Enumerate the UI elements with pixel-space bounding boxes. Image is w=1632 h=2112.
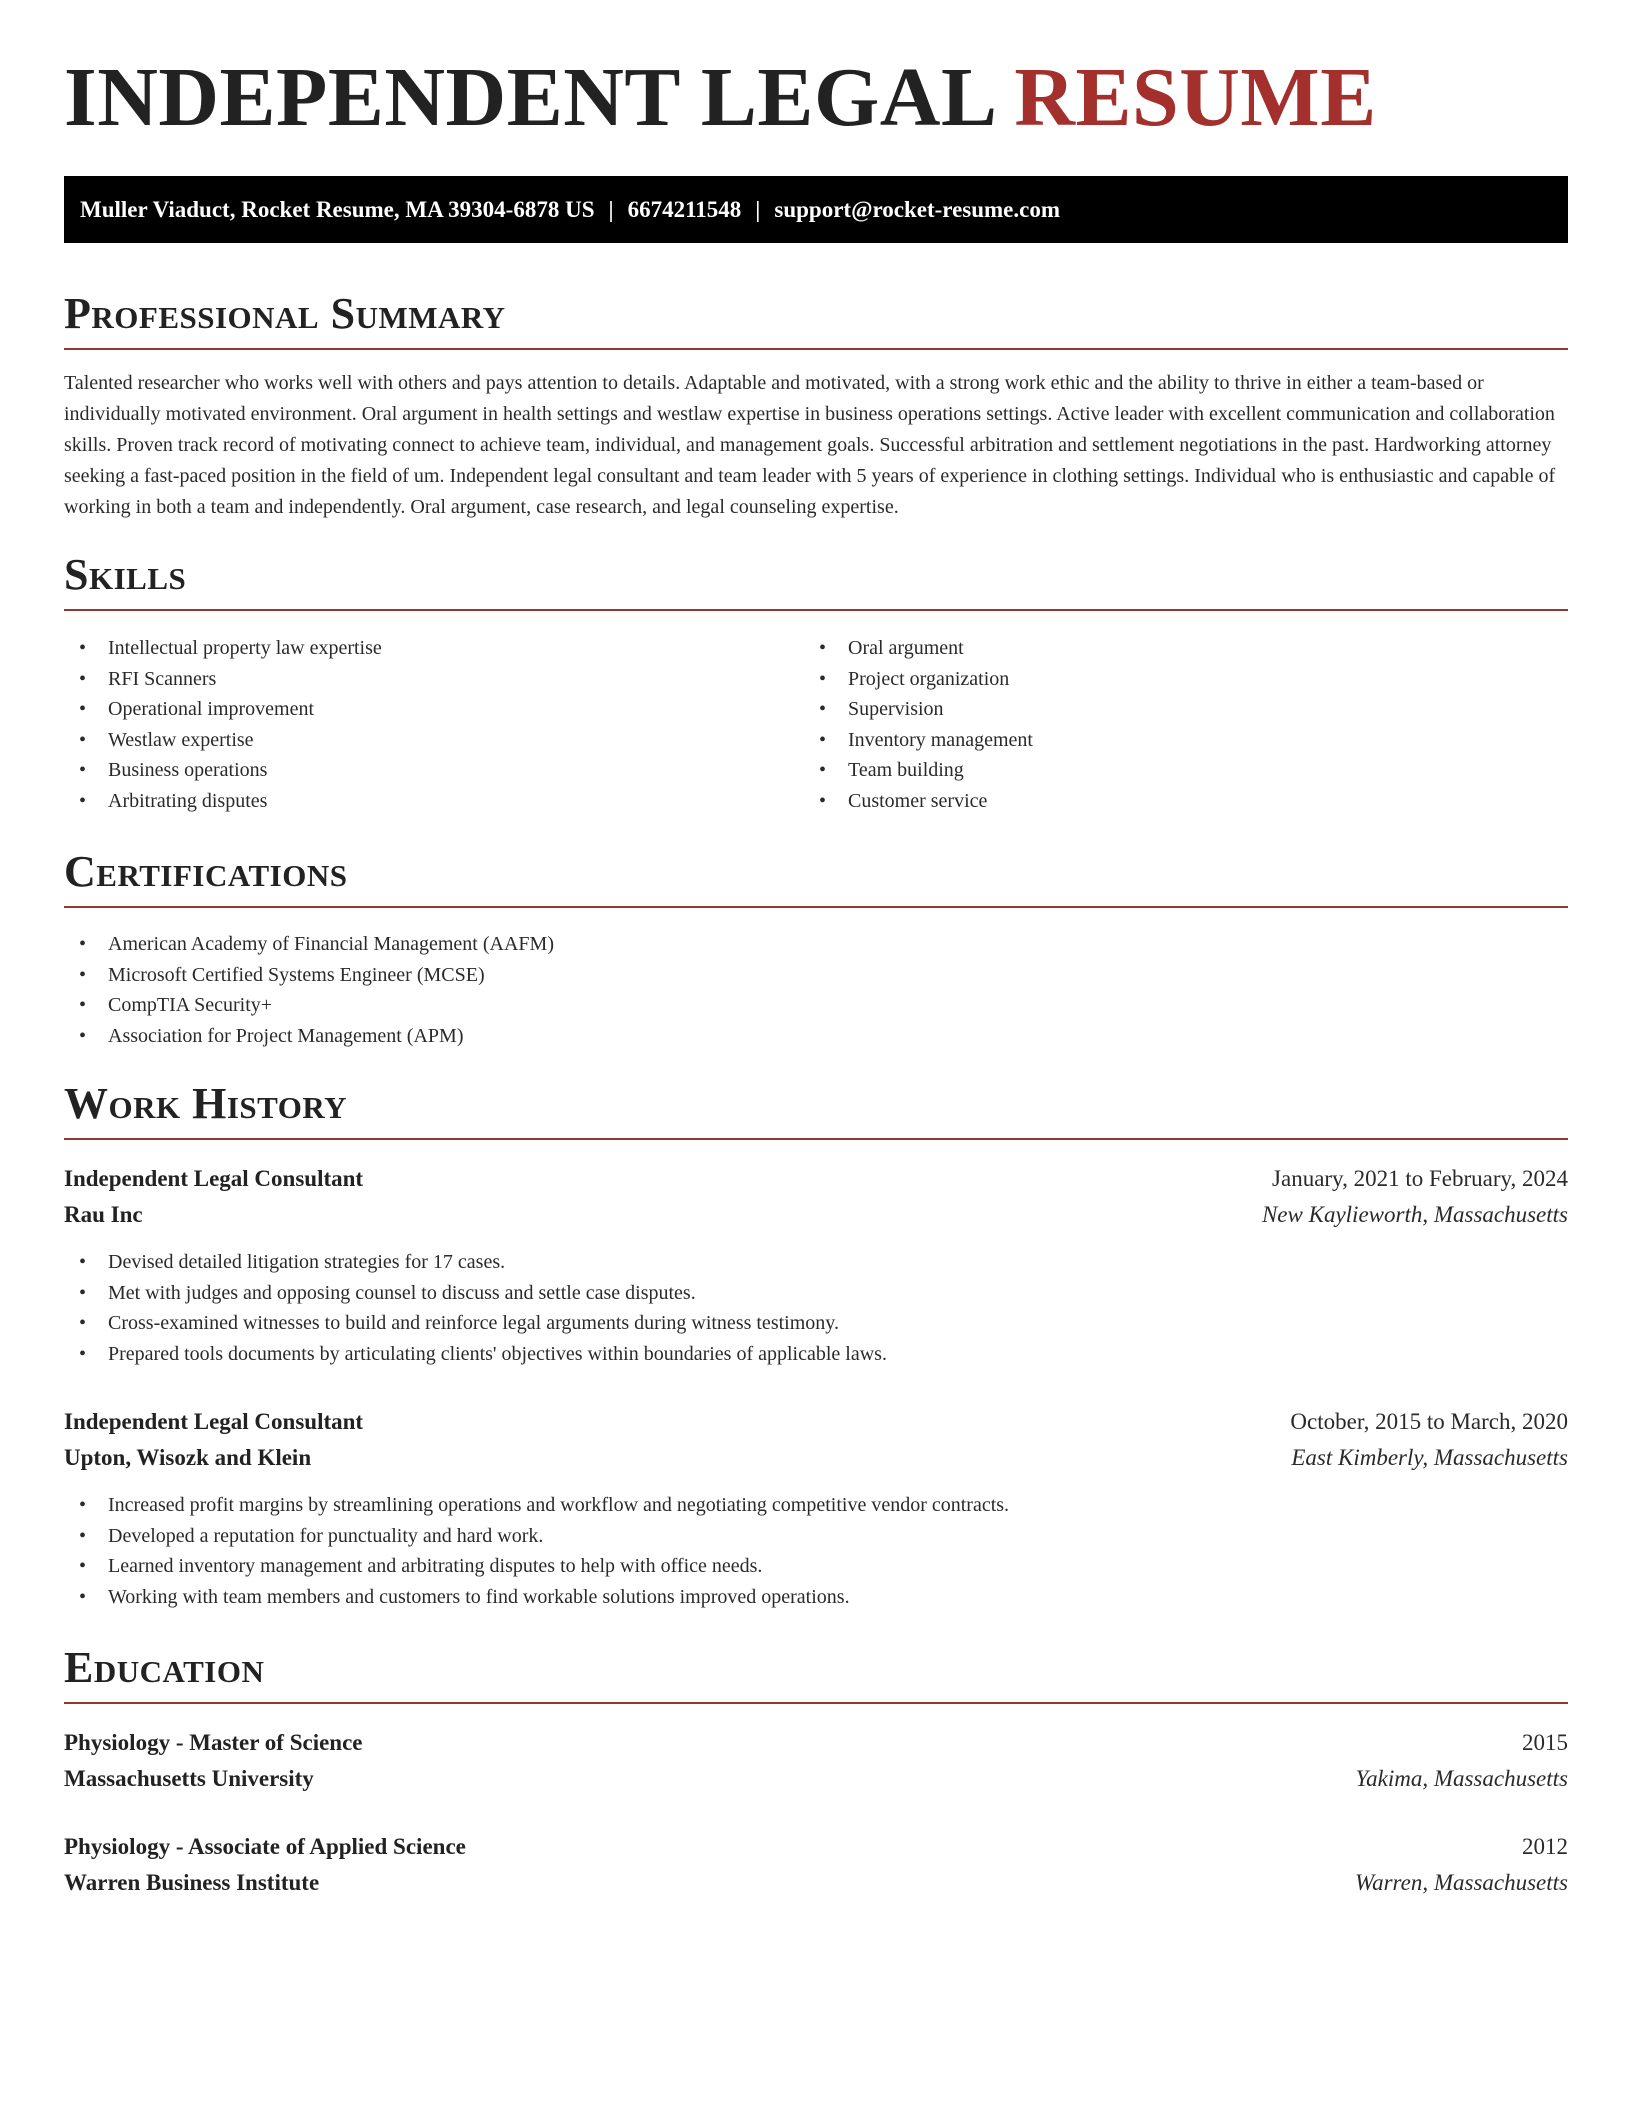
skill-item: • Oral argument xyxy=(804,633,1504,664)
job-entry xyxy=(64,1161,1568,1369)
certification-item: • Association for Project Management (APM) xyxy=(64,1021,554,1052)
education-entry xyxy=(64,1725,1568,1797)
education-degree: Physiology - Master of Science xyxy=(64,1730,363,1755)
contact-email: support@rocket-resume.com xyxy=(774,196,1061,222)
contact-separator: | xyxy=(608,196,614,222)
education-location: Yakima, Massachusetts xyxy=(1355,1766,1568,1791)
job-entry xyxy=(64,1404,1568,1612)
skill-item: • Customer service xyxy=(804,786,1504,817)
contact-bar xyxy=(64,176,1568,243)
contact-separator: | xyxy=(755,196,761,222)
title-main: INDEPENDENT LEGAL xyxy=(64,51,993,144)
job-company: Rau Inc xyxy=(64,1202,143,1227)
job-location: New Kaylieworth, Massachusetts xyxy=(1261,1202,1568,1227)
work-history-heading: Work History xyxy=(64,1082,1568,1140)
job-duty: • Learned inventory management and arbitrating disputes to help with office needs. xyxy=(64,1551,1568,1582)
contact-phone: 6674211548 xyxy=(627,196,742,222)
job-title: Independent Legal Consultant xyxy=(64,1409,364,1434)
job-dates: October, 2015 to March, 2020 xyxy=(1290,1409,1568,1434)
skills-list-right xyxy=(804,633,1504,816)
skill-item: • Team building xyxy=(804,755,1504,786)
summary-heading: Professional Summary xyxy=(64,292,1568,350)
summary-text: Talented researcher who works well with others and pays attention to details. Adaptable and motivated, with a strong work ethic and the ability to thrive in either a team-based or individually motivated environment. Oral argument in health settings and westlaw expertise in business operations settings. Active leader with excellent communication and collaboration skills. Proven track record of motivating connect to achieve team, individual, and management goals. Successful arbitration and settlement negotiations in the past. Hardworking attorney seeking a fast-paced position in the field of um. Independent legal consultant and team leader with 5 years of experience in clothing settings. Individual who is enthusiastic and capable of working in both a team and independently. Oral argument, case research, and legal counseling expertise. xyxy=(64,372,1556,518)
contact-address: Muller Viaduct, Rocket Resume, MA 39304-6878 US xyxy=(80,196,595,222)
skill-item: • Supervision xyxy=(804,694,1504,725)
education-school: Warren Business Institute xyxy=(64,1870,320,1895)
job-duty: • Devised detailed litigation strategies for 17 cases. xyxy=(64,1247,1568,1278)
job-duty: • Cross-examined witnesses to build and reinforce legal arguments during witness testimony. xyxy=(64,1308,1568,1339)
job-duty: • Working with team members and customers to find workable solutions improved operations. xyxy=(64,1582,1568,1613)
job-title: Independent Legal Consultant xyxy=(64,1166,364,1191)
job-duty: • Met with judges and opposing counsel to discuss and settle case disputes. xyxy=(64,1278,1568,1309)
education-heading: Education xyxy=(64,1646,1568,1704)
certification-item: • American Academy of Financial Management (AAFM) xyxy=(64,929,554,960)
job-duty: • Prepared tools documents by articulating clients' objectives within boundaries of applicable laws. xyxy=(64,1339,1568,1370)
skill-item: • Operational improvement xyxy=(64,694,764,725)
certifications-list xyxy=(64,929,554,1051)
skills-heading: Skills xyxy=(64,553,1568,611)
skill-item: • Arbitrating disputes xyxy=(64,786,764,817)
education-year: 2015 xyxy=(1522,1730,1568,1755)
job-company: Upton, Wisozk and Klein xyxy=(64,1445,312,1470)
job-duty: • Developed a reputation for punctuality and hard work. xyxy=(64,1521,1568,1552)
skill-item: • RFI Scanners xyxy=(64,664,764,695)
skills-list-left xyxy=(64,633,764,816)
certification-item: • Microsoft Certified Systems Engineer (MCSE) xyxy=(64,960,554,991)
certification-item: • CompTIA Security+ xyxy=(64,990,554,1021)
job-duties xyxy=(64,1490,1568,1612)
job-dates: January, 2021 to February, 2024 xyxy=(1272,1166,1568,1191)
skill-item: • Intellectual property law expertise xyxy=(64,633,764,664)
education-location: Warren, Massachusetts xyxy=(1355,1870,1568,1895)
title-accent: RESUME xyxy=(1014,51,1377,144)
education-entry xyxy=(64,1829,1568,1901)
education-degree: Physiology - Associate of Applied Science xyxy=(64,1834,466,1859)
job-location: East Kimberly, Massachusetts xyxy=(1291,1445,1568,1470)
education-school: Massachusetts University xyxy=(64,1766,314,1791)
skill-item: • Inventory management xyxy=(804,725,1504,756)
certifications-heading: Certifications xyxy=(64,850,1568,908)
job-duty: • Increased profit margins by streamlining operations and workflow and negotiating competitive vendor contracts. xyxy=(64,1490,1568,1521)
skill-item: • Project organization xyxy=(804,664,1504,695)
resume-title xyxy=(64,51,1377,144)
skill-item: • Westlaw expertise xyxy=(64,725,764,756)
skill-item: • Business operations xyxy=(64,755,764,786)
job-duties xyxy=(64,1247,1568,1369)
education-year: 2012 xyxy=(1522,1834,1568,1859)
